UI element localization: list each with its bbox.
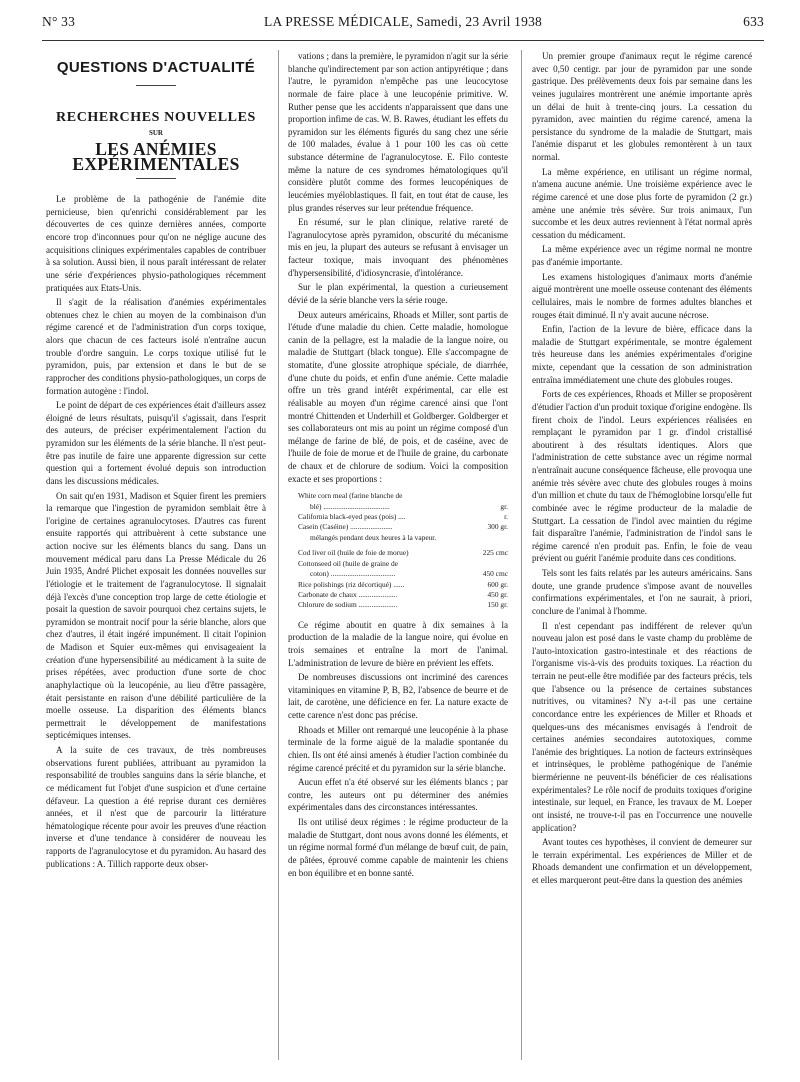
paragraph: Les examens histologiques d'animaux morts d'anémie aiguë montrèrent une moelle osseuse contenant des éléments cellulaires, mais le nombre de formes adultes blanches et rouges était diminué. Il n'y avait aucune nécrose. — [532, 271, 752, 320]
paragraph: Deux auteurs américains, Rhoads et Miller, sont partis de l'étude d'une maladie du chien. Cette maladie, homologue canin de la pellagre, est la maladie de la langue noire, ou maladie de Stuttgart (black tongue). Elle s'accompagne de stomatite, d'une glossite atrophique spéciale, de diarrhée, d'une chute du poids, et enfin d'une anémie. Cette maladie offre un très grand intérêt expérimental, car elle est réalisable au moyen d'un régime carencé ainsi que l'ont montré Chittenden et Underhill et Goldberger. Goldberger et ses collaborateurs ont mis au point un régime composé d'un mélange de farine de blé, de pois, et de caséine, avec de l'huile de foie de morue et de l'huile de graine, du carbonate de chaux et de chlorure de sodium. Voici la composition exacte et ses proportions : — [288, 309, 508, 484]
composition-row — [288, 600, 508, 610]
paragraph: Le problème de la pathogénie de l'anémie dite pernicieuse, bien qu'enrichi considérablement par les découvertes de ces quinze dernières années, comporte encore trop d'inconnues pour qu'on ne néglige aucune des acquisitions cliniques expérimentales capables de contribuer à sa solution. Aussi bien, il nous paraît intéressant de relater une série d'expériences physio-pathologiques récemment pratiquées aux Etats-Unis. — [46, 194, 266, 293]
composition-row — [288, 569, 508, 579]
page-header — [42, 14, 764, 36]
paragraph: Rhoads et Miller ont remarqué une leucopénie à la phase terminale de la forme aiguë de la maladie spontanée du chien. Ils ont été ainsi amenés à étudier l'action combinée du régime carencé précité et du pyramidon sur la série blanche. — [288, 724, 508, 773]
composition-quantity: 150 gr. — [487, 600, 508, 610]
paragraph: vations ; dans la première, le pyramidon n'agit sur la série blanche qu'indirectement par son action antipyrétique ; dans l'autre, le pyramidon n'empêche pas une leucocytose normale de faire place à une leucopénie primitive. W. Ruther pense que les accidents n'apparaissent que dans une proportion infime de cas. W. B. Rawes, étudiant les effets du pyramidon sur les éléments figurés du sang chez une série de 100 malades, évalue à 1 pour 100 les cas où cette substance détermine de l'agranulocytose. E. Filo conteste même la nature de ces syndromes hématologiques qu'il considère plutôt comme des formes leucopéniques de leucémies myéloblastiques. Il fait, en tout état de cause, les plus grandes réserves sur leur prétendue fréquence. — [288, 51, 508, 213]
composition-row — [288, 590, 508, 600]
composition-item: mélangés pendant deux heures à la vapeur. — [310, 532, 437, 542]
paragraph: De nombreuses discussions ont incriminé des carences vitaminiques en vitamine P, B, B2, l'absence de beurre et de lait, de carotène, une déficience en fer. La nature exacte de cette carence n'est donc pas précise. — [288, 672, 508, 721]
title-rule — [136, 85, 176, 86]
composition-quantity — [502, 491, 508, 501]
composition-item: Cottonseed oil (huile de graine de — [298, 558, 398, 568]
composition-row — [288, 548, 508, 558]
column-3 — [532, 50, 752, 1060]
paragraph: Avant toutes ces hypothèses, il convient de demeurer sur le terrain expérimental. Les expériences de Miller et de Rhoads demandent une confirmation et un développement, et elles marqueront peut-être dans la question des anémies — [532, 837, 752, 885]
paragraph: On sait qu'en 1931, Madison et Squier firent les premiers la remarque que l'ingestion de pyramidon semblait être à l'origine de certaines agranulocytoses. D'autres cas furent ensuite rapportés qui attribuèrent à cette substance une action nocive sur les éléments blancs du sang. Dans un mouvement médical paru dans La Presse Médicale du 26 Juin 1935, André Plichet exposait les données nouvelles sur l'étiologie et le traitement de l'agranulocytose. Il signalait déjà l'excès d'une conception trop large de cette étiologie et posait la question de savoir pourquoi chez certains sujets, le pyramidon se montrait nocif pour la série blanche, alors que chez d'autres, il était ingéré impunément. Il citait l'opinion de Madison et Squier eux-mêmes qui envisageaient la création d'une hypersensibilité au médicament à la suite de prises répétées, avec production d'une sorte de choc anaphylactique où la leucopénie, au lieu d'être passagère, était persistante en raison d'une débilité particulière de la moelle osseuse. La disparition des éléments blancs permettrait le développement de manifestations septicémiques intenses. — [46, 490, 266, 741]
column-2 — [288, 50, 508, 1060]
composition-quantity: 450 cmc — [482, 569, 508, 579]
column-divider — [278, 50, 279, 1060]
composition-quantity: 300 gr. — [487, 522, 508, 532]
title-rule — [136, 178, 176, 179]
page-number: 633 — [743, 14, 764, 29]
column-1 — [46, 50, 266, 1060]
paragraph: Sur le plan expérimental, la question a curieusement dévié de la série blanche vers la série rouge. — [288, 282, 508, 305]
paragraph: Ils ont utilisé deux régimes : le régime producteur de la maladie de Stuttgart, dont nous avons donné les éléments, et un régime normal formé d'un mélange de bœuf cuit, de pain, de pâtées, éprouvé comme capable de maintenir les chiens en bon équilibre et en bonne santé. — [288, 817, 508, 878]
composition-row — [288, 559, 508, 569]
composition-row — [288, 522, 508, 532]
paragraph: Il s'agit de la réalisation d'anémies expérimentales obtenues chez le chien au moyen de la combinaison d'un régime carencé et de l'administration d'un corps toxique, alors que chacun de ces facteurs isolé n'entraîne aucun trouble d'ordre sanguin. Le corps toxique utilisé fut le pyramidon, puis, par extension et dans le but de se rapprocher des conditions physio-pathologiques, un corps de formation autogène : l'indol. — [46, 297, 266, 396]
composition-row — [288, 512, 508, 522]
column-2-body-bottom — [288, 619, 508, 880]
article-title-line1: RECHERCHES NOUVELLES — [56, 109, 256, 125]
composition-item: coton) ................................... — [310, 569, 396, 579]
paragraph: A la suite de ces travaux, de très nombreuses observations furent publiées, attribuant au pyramidon la responsabilité de troubles sanguins dans la série blanche, et ce médicament fut l'objet d'une suspicion et d'une certaine défaveur. La question a été reprise durant ces dernières années, et il n'est que de parcourir la littérature hématologique récente pour avoir les preuves d'une réaction inverse et d'une tendance à considérer de nouveau les rapports de l'agranulocytose et du pyramidon. Au hasard des publications : A. Tillich rapporte deux obser- — [46, 745, 266, 869]
composition-item: Carbonate de chaux ..................... — [298, 589, 398, 599]
composition-quantity: 225 cmc — [482, 548, 508, 558]
article-title-line2: LES ANÉMIES — [95, 138, 217, 159]
paragraph: La même expérience avec un régime normal ne montre pas d'anémie importante. — [532, 244, 752, 267]
header-rule — [42, 40, 764, 41]
composition-item: Cod liver oil (huile de foie de morue) — [298, 548, 409, 558]
composition-row — [288, 502, 508, 512]
article-title-sur: SUR — [148, 129, 163, 138]
paragraph: Enfin, l'action de la levure de bière, efficace dans la maladie de Stuttgart expérimentale, se montre également très heureuse dans les anémies expérimentales d'origine mixte, cependant que la cessation de son administration entraîna immédiatement une chute des globules rouges. — [532, 324, 752, 385]
composition-quantity: gr. — [500, 501, 508, 511]
column-divider — [521, 50, 522, 1060]
composition-item: California black-eyed peas (pois) .... — [298, 512, 406, 522]
journal-title: LA PRESSE MÉDICALE, Samedi, 23 Avril 1938 — [264, 14, 542, 29]
paragraph: Le point de départ de ces expériences était d'ailleurs assez éloigné de leurs résultats, puisqu'il s'agissait, dans l'esprit des auteurs, de préciser expérimentalement l'action du pyramidon sur les éléments de la série blanche. Il n'est peut-être pas inutile de faire une apparente digression sur cette question qui a fortement évolué depuis son introduction dans les discussions médicales. — [46, 400, 266, 486]
paragraph: Il n'est cependant pas indifférent de relever qu'un nouveau jalon est posé dans le vaste champ du problème de l'auto-intoxication gastro-intestinale et des réactions de l'organisme vis-à-vis des produits toxiques. La réaction du terrain ne peut-elle être modifiée par des facteurs précis, tels que l'absence ou la présence de certaines substances nutritives, ou vitamines? N'y a-t-il pas une certaine concordance entre les expériences de Miller et Rhoads et quelques-uns des mécanismes envisagés à l'endroit de certaines anémies secondaires autotoxiques, comme l'anémie des brightiques. La notion de facteurs extrinsèques et intrinsèques, le problème pathogénique de l'anémie biermérienne ne peuvent-ils bénéficier de ces réalisations expérimentales? Le rôle nocif de produits toxiques d'origine intestinale, sur lequel, en France, les travaux de M. Loeper ont insisté, ne trouve-t-il pas en l'occurrence une nouvelle application? — [532, 620, 752, 833]
composition-row — [288, 533, 508, 543]
paragraph: Forts de ces expériences, Rhoads et Miller se proposèrent d'étudier l'action d'un produit toxique d'origine endogène. Ils firent choix de l'indol. Leurs expériences réalisées en remplaçant le pyramidon par 1 gr. d'indol cristallisé aboutirent à des résultats identiques. Alors que l'administration de cette substance avec un régime normal n'entraînait aucune conséquence fâcheuse, elle provoqua une anémie très sévère avec chute des globules rouges à moins d'un million et chute du taux de l'hémoglobine lorsqu'elle fut combinée avec le régime producteur de la maladie de Stuttgart. La cessation de l'indol avec maintien du régime fait disparaître l'anémie, l'administration de l'indol sans le régime carencé n'en produit pas. Enfin, le foie de veau prévient ou guérit l'anémie produite dans ces conditions. — [532, 389, 752, 564]
paragraph: Aucun effet n'a été observé sur les éléments blancs ; par contre, les auteurs ont pu déterminer des anémies expérimentales dans des circonstances intéressantes. — [288, 777, 508, 813]
section-title: QUESTIONS D'ACTUALITÉ — [56, 59, 256, 76]
diet-composition-table — [288, 491, 508, 610]
paragraph: La même expérience, en utilisant un régime normal, n'amena aucune anémie. Une troisième expérience avec le régime carencé et une dose plus forte de pyramidon (2 gr.) amène une anémie très sévère. Sur trois animaux, l'un succombe et les deux autres reviennent à l'état normal après cessation du médicament. — [532, 166, 752, 240]
composition-row — [288, 491, 508, 501]
composition-item: Chlorure de sodium ..................... — [298, 600, 398, 610]
paragraph: Un premier groupe d'animaux reçut le régime carencé avec 0,50 centigr. par jour de pyramidon par une sonde gastrique. Des prélèvements deux fois par semaine dans les veines jugulaires montrèrent une anémie importante après un délai de huit à trente-cinq jours. La cessation du pyramidon, avec maintien du régime carencé, amena la persistance du syndrome de la maladie de Stuttgart, mais l'anémie disparut et les globules remontèrent à un taux normal. — [532, 51, 752, 162]
issue-number: N° 33 — [42, 14, 76, 29]
composition-item: Casein (Caséine) ....................... — [298, 522, 393, 532]
column-3-body — [532, 50, 752, 887]
article-title-line3: EXPÉRIMENTALES — [72, 153, 240, 174]
paragraph: En résumé, sur le plan clinique, relative rareté de l'agranulocytose après pyramidon, obscurité du mécanisme mis en jeu, la plupart des auteurs se refusant à envisager un facteur toxique, mais invoquant des phénomènes d'hypersensibilité, d'idiosyncrasie, d'intolérance. — [288, 217, 508, 278]
composition-item: White corn meal (farine blanche de — [298, 491, 403, 501]
column-2-body-top — [288, 50, 508, 485]
composition-row — [288, 580, 508, 590]
paragraph: Tels sont les faits relatés par les auteurs américains. Sans doute, une grande prudence s'impose avant de nouvelles confirmations expérimentales, et l'on ne saurait, à priori, conclure de l'animal à l'homme. — [532, 568, 752, 616]
composition-item: blé) .................................... — [310, 501, 390, 511]
composition-quantity: 450 gr. — [487, 589, 508, 599]
composition-quantity — [502, 559, 508, 569]
composition-item: Rice polishings (riz décortiqué) ...... — [298, 579, 405, 589]
column-1-body — [46, 193, 266, 870]
composition-quantity — [502, 533, 508, 543]
composition-quantity: r. — [504, 512, 508, 522]
paragraph: Ce régime aboutit en quatre à dix semaines à la production de la maladie de la langue noire, qui évolue en trois semaines et entraîne la mort de l'animal. L'administration de levure de bière en prévient les effets. — [288, 619, 508, 668]
composition-quantity: 600 gr. — [487, 579, 508, 589]
